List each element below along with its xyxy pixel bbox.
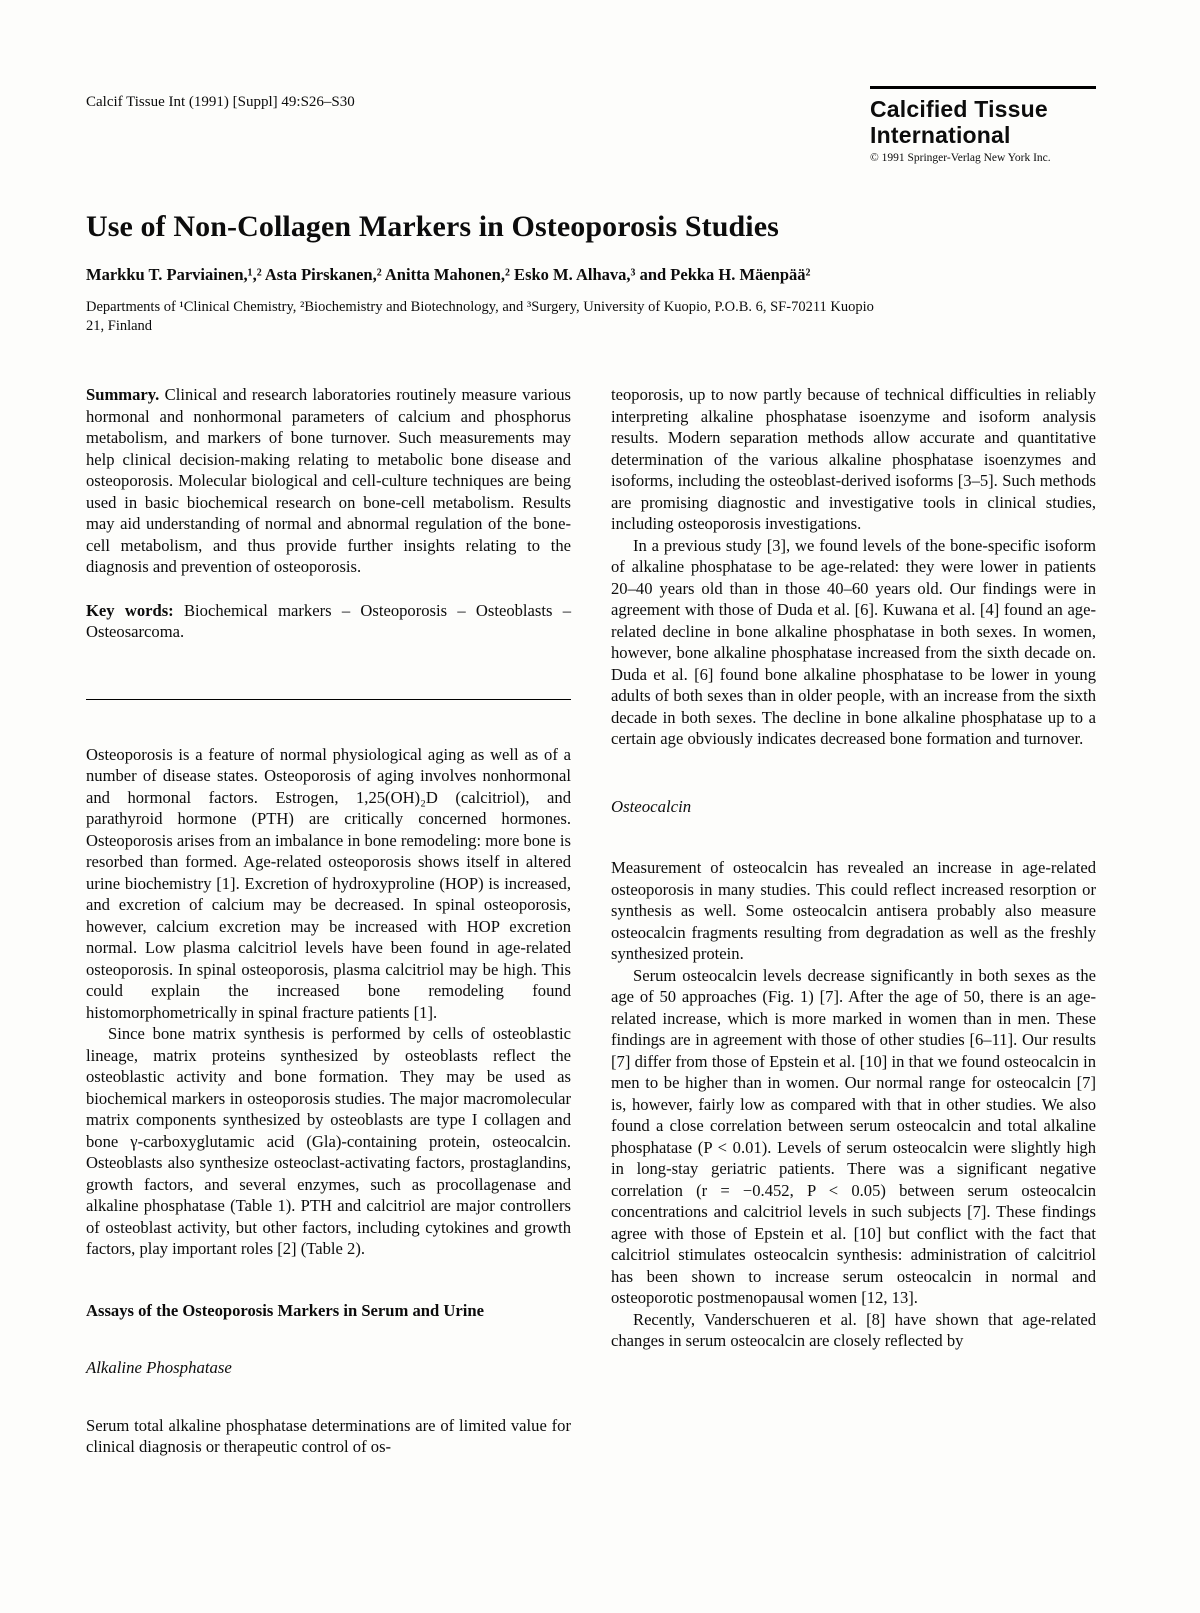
body-paragraph: Serum total alkaline phosphatase determinations are of limited value for clinical diagnosis or therapeutic control of os- <box>86 1415 571 1456</box>
abstract-divider-rule <box>86 699 571 700</box>
left-column <box>86 384 571 1458</box>
body-paragraph: Recently, Vanderschueren et al. [8] have shown that age-related changes in serum osteocalcin are closely reflected by <box>611 1309 1096 1350</box>
summary-label: Summary. <box>86 385 160 404</box>
section-heading-assays: Assays of the Osteoporosis Markers in Serum and Urine <box>86 1300 484 1320</box>
two-column-body <box>86 384 1096 1458</box>
summary-paragraph <box>86 384 571 578</box>
journal-copyright: © 1991 Springer-Verlag New York Inc. <box>870 152 1051 164</box>
author-line: Markku T. Parviainen,¹,² Asta Pirskanen,² Anitta Mahonen,² Esko M. Alhava,³ and Pekka H. Mäenpää² <box>86 265 811 284</box>
article-title: Use of Non-Collagen Markers in Osteoporosis Studies <box>86 210 779 243</box>
body-paragraph: In a previous study [3], we found levels of the bone-specific isoform of alkaline phosphatase to be age-related: they were lower in patients 20–40 years old than in those 40–60 years old. Our findings were in agreement with those of Duda et al. [6]. Kuwana et al. [4] found an age-related decline in bone alkaline phosphatase in both sexes. In women, however, bone alkaline phosphatase increased from the sixth decade on. Duda et al. [6] found bone alkaline phosphatase to be lower in young adults of both sexes than in older people, with an increase from the sixth decade in both sexes. The decline in bone alkaline phosphatase up to a certain age obviously indicates decreased bone formation and turnover. <box>611 535 1096 748</box>
keywords-text: Biochemical markers – Osteoporosis – Osteoblasts – Osteosarcoma. <box>86 600 571 641</box>
keywords-label: Key words: <box>86 600 174 620</box>
body-paragraph: Serum osteocalcin levels decrease significantly in both sexes as the age of 50 approaches (Fig. 1) [7]. After the age of 50, there is an age-related increase, which is more marked in women than in men. These findings are in agreement with those of other studies [6–11]. Our results [7] differ from those of Epstein et al. [10] in that we found osteocalcin in men to be higher than in women. Our normal range for osteocalcin [7] is, however, fairly low as compared with that in other studies. We also found a close correlation between serum osteocalcin and total alkaline phosphatase (P < 0.01). Levels of serum osteocalcin were slightly high in long-stay geriatric patients. There was a significant negative correlation (r = −0.452, P < 0.05) between serum osteocalcin concentrations and calcitriol levels in such subjects [7]. These findings agree with those of Epstein et al. [10] but conflict with the fact that calcitriol stimulates osteocalcin synthesis: administration of calcitriol has been shown to increase serum osteocalcin in normal and osteoporotic postmenopausal women [12, 13]. <box>611 965 1096 1307</box>
affiliations-line2: 21, Finland <box>86 318 153 334</box>
journal-citation: Calcif Tissue Int (1991) [Suppl] 49:S26–S30 <box>86 94 355 110</box>
journal-name-line1: Calcified Tissue <box>870 96 1048 122</box>
summary-text: Clinical and research laboratories routinely measure various hormonal and nonhormonal parameters of calcium and phosphorus metabolism, and markers of bone turnover. Such measurements may help clinical decision-making relating to metabolic bone disease and osteoporosis. Molecular biological and cell-culture techniques are being used in basic biochemical research on bone-cell metabolism. Results may aid understanding of normal and abnormal regulation of the bone-cell metabolism, and thus provide further insights relating to the diagnosis and prevention of osteoporosis. <box>86 385 571 576</box>
journal-name-line2: International <box>870 122 1011 148</box>
body-paragraph: Osteoporosis is a feature of normal physiological aging as well as of a number of disease states. Osteoporosis of aging involves nonhormonal and hormonal factors. Estrogen, 1,25(OH)₂D (calcitriol), and parathyroid hormone (PTH) are critically concerned hormones. Osteoporosis arises from an imbalance in bone remodeling: more bone is resorbed than formed. Age-related osteoporosis shows itself in altered urine biochemistry [1]. Excretion of hydroxyproline (HOP) is increased, and excretion of calcium may be decreased. In spinal osteoporosis, however, calcium excretion may be increased with HOP excretion normal. Low plasma calcitriol levels have been found in age-related osteoporosis. In spinal osteoporosis, plasma calcitriol may be high. This could explain the increased bone remodeling found histomorphometrically in spinal fracture patients [1]. <box>86 744 571 1022</box>
affiliations-line1: Departments of ¹Clinical Chemistry, ²Biochemistry and Biotechnology, and ³Surgery, University of Kuopio, P.O.B. 6, SF-70211 Kuopio <box>86 299 874 315</box>
journal-masthead <box>870 86 1096 164</box>
body-paragraph: Measurement of osteocalcin has revealed an increase in age-related osteoporosis in many studies. This could reflect increased resorption or synthesis as well. Some osteocalcin antisera probably also measure osteocalcin fragments resulting from degradation as well as the freshly synthesized protein. <box>611 858 1096 963</box>
page-header <box>86 86 1096 164</box>
body-paragraph: teoporosis, up to now partly because of technical difficulties in reliably interpreting alkaline phosphatase isoenzyme and isoform analysis results. Modern separation methods allow accurate and quantitative determination of the various alkaline phosphatase isoenzymes and isoforms, including the osteoblast-derived isoforms [3–5]. Such methods are promising diagnostic and investigative tools in clinical studies, including osteoporosis investigations. <box>611 385 1096 533</box>
affiliations <box>86 298 1096 336</box>
subsection-heading-osteocalcin: Osteocalcin <box>611 796 692 816</box>
masthead-rule <box>870 86 1096 89</box>
subsection-heading-alkaline-phosphatase: Alkaline Phosphatase <box>86 1358 232 1377</box>
body-paragraph: Since bone matrix synthesis is performed by cells of osteoblastic lineage, matrix proteins synthesized by osteoblasts reflect the osteoblastic activity and bone formation. They may be used as biochemical markers in osteoporosis studies. The major macromolecular matrix components synthesized by osteoblasts are type I collagen and bone γ-carboxyglutamic acid (Gla)-containing protein, osteocalcin. Osteoblasts also synthesize osteoclast-activating factors, prostaglandins, growth factors, and several enzymes, such as procollagenase and alkaline phosphatase (Table 1). PTH and calcitriol are major controllers of osteoblast activity, but other factors, including cytokines and growth factors, play important roles [2] (Table 2). <box>86 1024 571 1258</box>
keywords-paragraph <box>86 600 571 643</box>
right-column <box>611 384 1096 1458</box>
